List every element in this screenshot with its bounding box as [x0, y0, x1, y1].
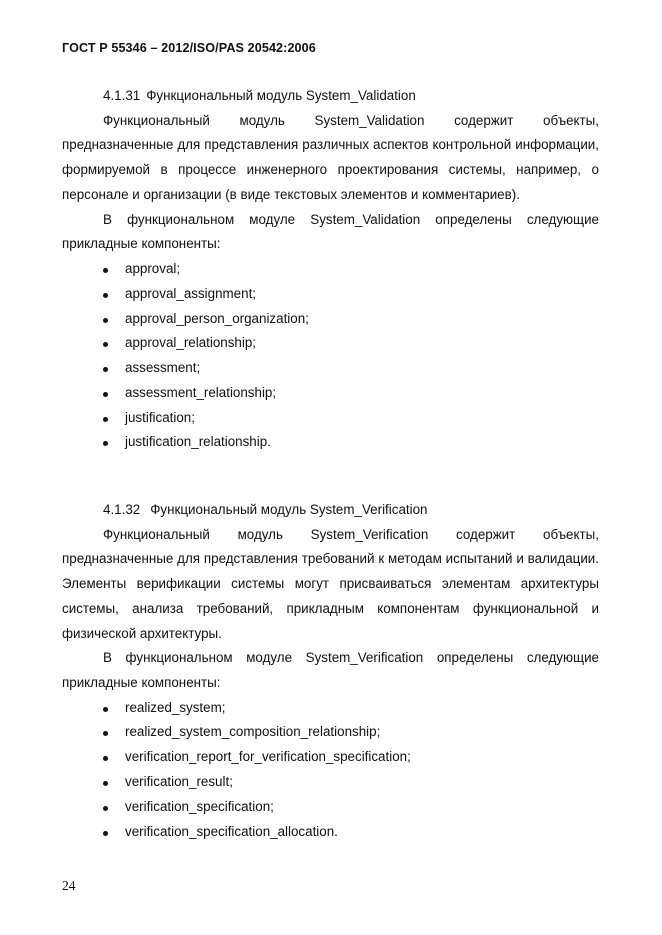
bullet-icon — [103, 831, 108, 836]
bullet-icon — [103, 441, 108, 446]
list-item — [62, 381, 599, 406]
paragraph: Функциональный модуль System_Verification содержит объекты, предназначенные для представления требований к методам испытаний и валидации. Элементы верификации системы могут присваиваться элементам архитектуры системы, анализа требований, прикладным компонентам функциональной и физической архитектуры. — [62, 526, 599, 641]
bullet-icon — [103, 293, 108, 298]
list-item-text: approval_person_organization; — [125, 310, 309, 326]
list-item-text: verification_specification; — [125, 798, 274, 814]
list-item-text: justification; — [125, 409, 195, 425]
document-header: ГОСТ Р 55346 – 2012/ISO/PAS 20542:2006 — [62, 41, 316, 55]
list-item — [62, 745, 599, 770]
section-system-validation — [62, 84, 599, 455]
section-heading — [62, 498, 599, 523]
list-item-text: justification_relationship. — [125, 434, 271, 450]
list-item-text: assessment_relationship; — [125, 384, 277, 400]
bullet-icon — [103, 342, 108, 347]
paragraph: В функциональном модуле System_Validation определены следующие прикладные компоненты: — [62, 211, 599, 252]
bullet-icon — [103, 731, 108, 736]
list-item — [62, 307, 599, 332]
section-number: 4.1.31 — [103, 88, 141, 103]
list-item-text: assessment; — [125, 360, 201, 376]
bullet-icon — [103, 367, 108, 372]
list-item-text: realized_system; — [125, 699, 226, 715]
list-item — [62, 282, 599, 307]
list-item — [62, 430, 599, 455]
list-item — [62, 356, 599, 381]
bullet-icon — [103, 806, 108, 811]
list-item-text: verification_result; — [125, 774, 233, 789]
list-item — [62, 720, 599, 745]
section-title: Функциональный модуль System_Verification — [150, 502, 428, 517]
list-item-text: verification_specification_allocation. — [125, 823, 338, 839]
list-item — [62, 406, 599, 431]
section-system-verification — [62, 498, 599, 844]
paragraph: Функциональный модуль System_Validation содержит объекты, предназначенные для представления различных аспектов контрольной информации, формируемой в процессе инженерного проектирования системы, например, о персонале и организации (в виде текстовых элементов и комментариев). — [62, 112, 599, 202]
page-number: 24 — [62, 878, 76, 893]
bullet-icon — [103, 318, 108, 323]
bullet-icon — [103, 417, 108, 422]
list-item — [62, 795, 599, 820]
list-item-text: realized_system_composition_relationship; — [125, 724, 381, 740]
section-number: 4.1.32 — [103, 502, 141, 517]
list-item — [62, 820, 599, 845]
bullet-icon — [103, 781, 108, 786]
list-item — [62, 696, 599, 721]
bullet-icon — [103, 268, 108, 273]
component-list — [62, 257, 599, 455]
section-heading — [62, 84, 599, 109]
paragraph: В функциональном модуле System_Verification определены следующие прикладные компоненты: — [62, 650, 599, 690]
list-item-text: approval_relationship; — [125, 335, 257, 351]
component-list — [62, 696, 599, 845]
list-item — [62, 770, 599, 795]
bullet-icon — [103, 707, 108, 712]
list-item-text: verification_report_for_verification_specification; — [125, 749, 411, 765]
section-title: Функциональный модуль System_Validation — [146, 88, 416, 103]
list-item-text: approval_assignment; — [125, 285, 257, 301]
bullet-icon — [103, 756, 108, 761]
list-item — [62, 331, 599, 356]
list-item — [62, 257, 599, 282]
bullet-icon — [103, 392, 108, 397]
list-item-text: approval; — [125, 260, 181, 276]
